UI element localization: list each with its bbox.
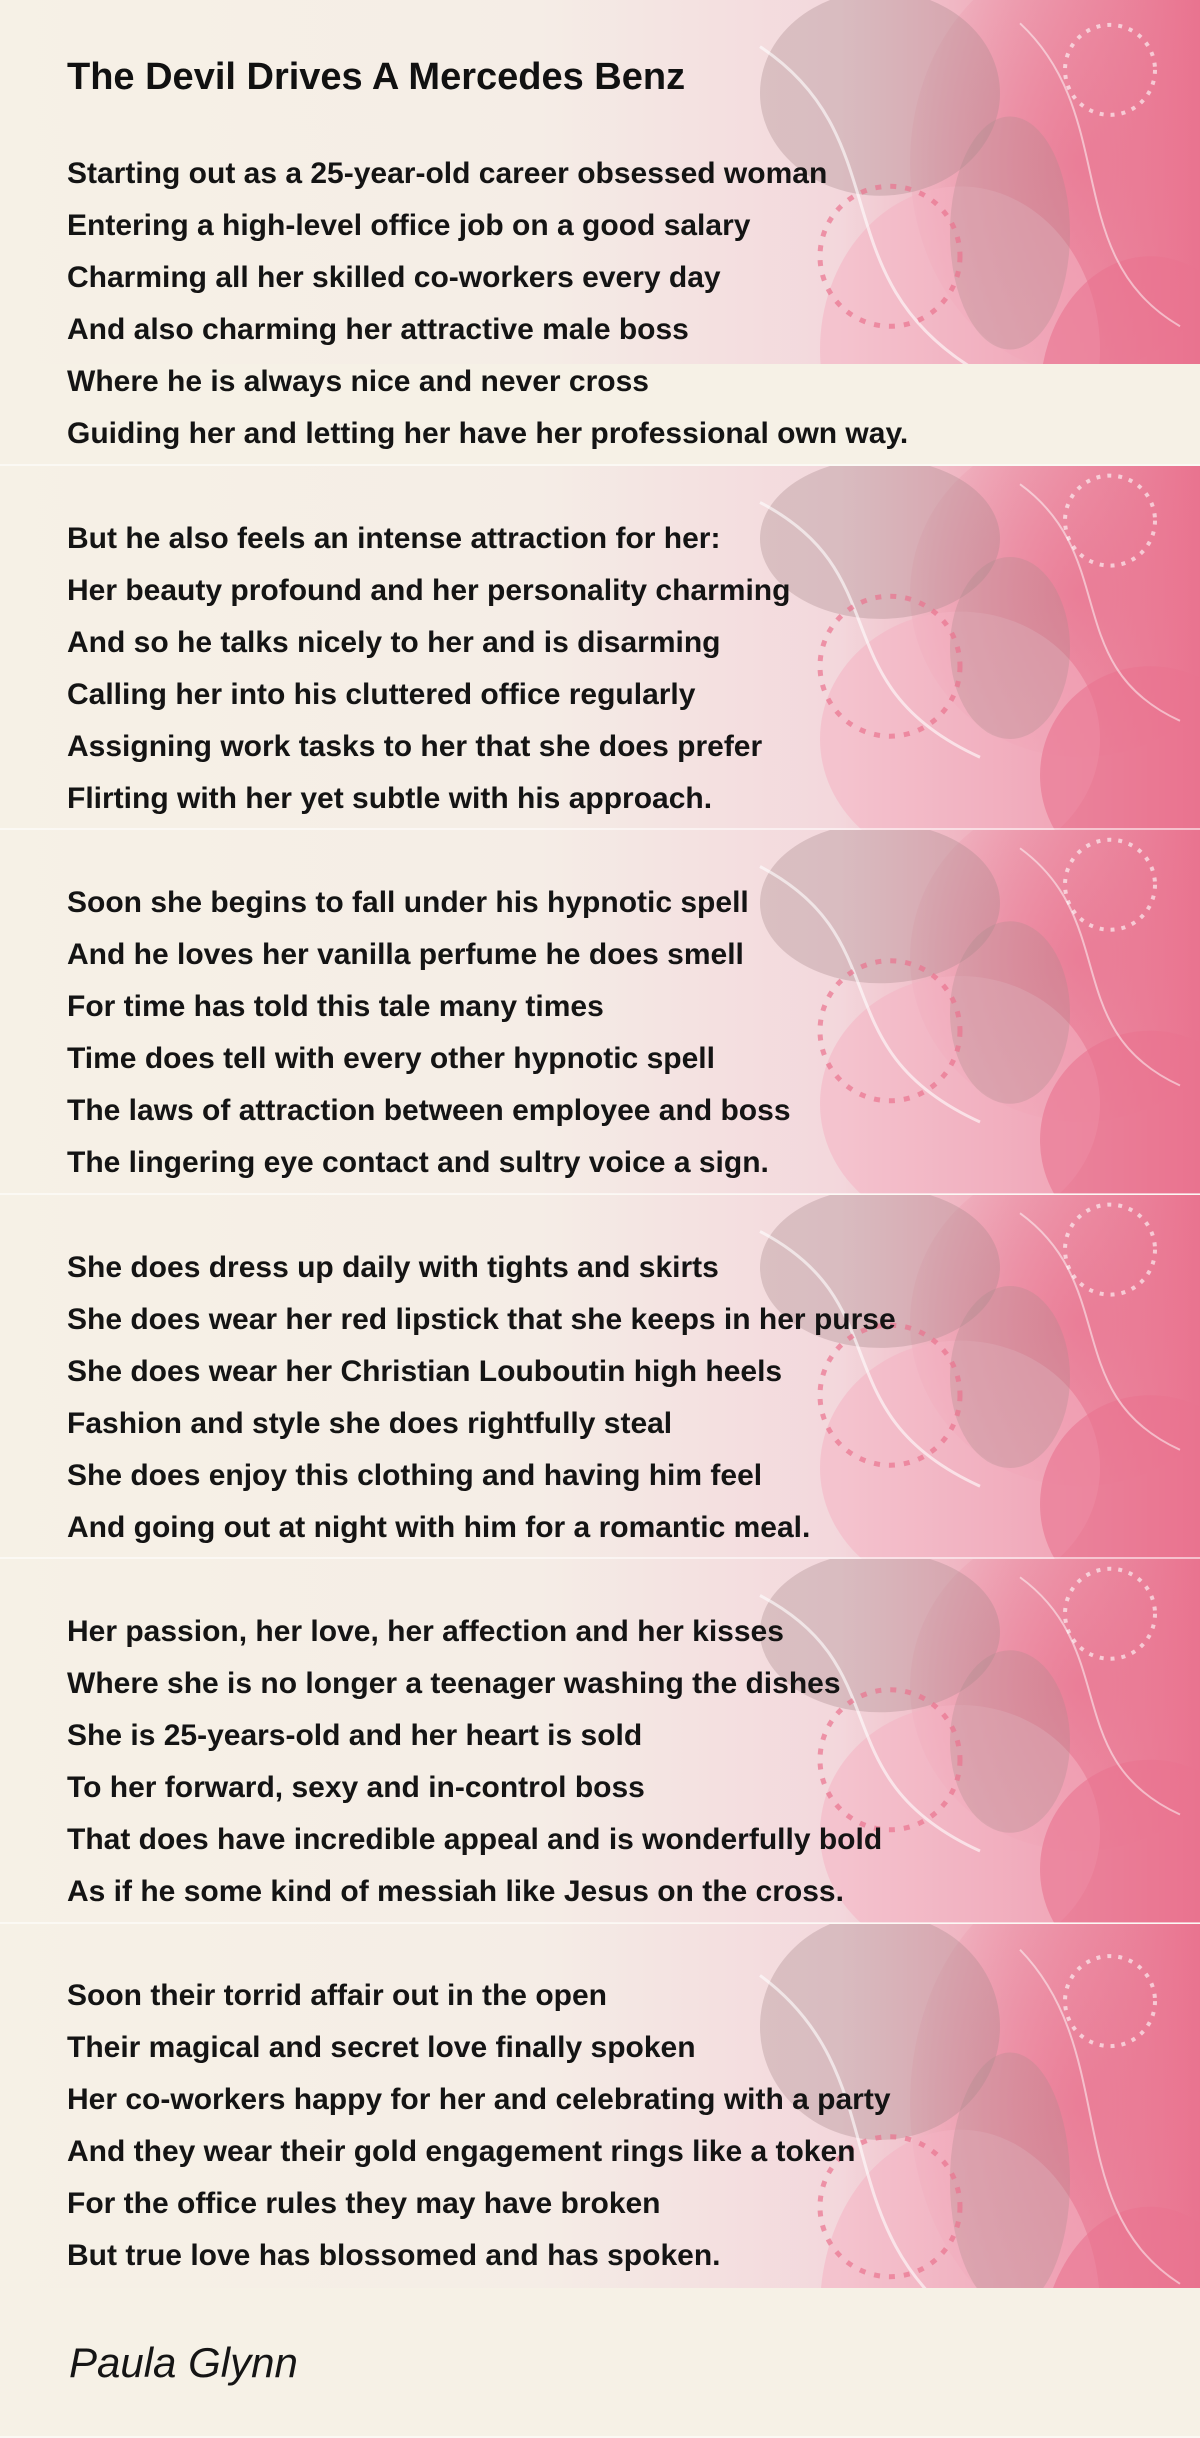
poem-line: Their magical and secret love finally spoken <box>67 2031 696 2064</box>
stanza-5 <box>67 1606 882 1918</box>
poem-line: That does have incredible appeal and is wonderfully bold <box>67 1823 883 1856</box>
poem-line: Entering a high-level office job on a good salary <box>67 209 751 242</box>
poem-line: Fashion and style she does rightfully steal <box>67 1407 673 1440</box>
poem-line: Charming all her skilled co-workers every day <box>67 261 721 294</box>
poem-line: And so he talks nicely to her and is disarming <box>67 626 721 659</box>
poem-line: But true love has blossomed and has spoken. <box>67 2239 721 2272</box>
stanza-3 <box>67 877 791 1189</box>
poem-line: But he also feels an intense attraction for her: <box>67 522 721 555</box>
poem-line: The laws of attraction between employee and boss <box>67 1094 791 1127</box>
poem-line: Calling her into his cluttered office regularly <box>67 678 696 711</box>
poem-line: Starting out as a 25-year-old career obsessed woman <box>67 157 828 190</box>
poem-line: And they wear their gold engagement rings like a token <box>67 2135 856 2168</box>
poem-line: To her forward, sexy and in-control boss <box>67 1771 645 1804</box>
poem-line: For time has told this tale many times <box>67 990 604 1023</box>
poem-line: And he loves her vanilla perfume he does smell <box>67 938 744 971</box>
poem-line: Flirting with her yet subtle with his approach. <box>67 782 713 815</box>
poem-title: The Devil Drives A Mercedes Benz <box>67 56 686 98</box>
poem-line: The lingering eye contact and sultry voice a sign. <box>67 1146 769 1179</box>
poem-author: Paula Glynn <box>69 2339 298 2386</box>
poem-line: As if he some kind of messiah like Jesus on the cross. <box>67 1875 844 1908</box>
poem-line: Where she is no longer a teenager washing the dishes <box>67 1667 841 1700</box>
poem-line: And going out at night with him for a romantic meal. <box>67 1511 811 1544</box>
poem-line: Her passion, her love, her affection and her kisses <box>67 1615 784 1648</box>
poem-line: Where he is always nice and never cross <box>67 365 649 398</box>
poem-line: She does wear her Christian Louboutin high heels <box>67 1355 783 1388</box>
stanza-2 <box>67 513 790 825</box>
stanza-6 <box>67 1970 891 2282</box>
poem-line: Soon their torrid affair out in the open <box>67 1979 607 2012</box>
stanza-4 <box>67 1242 896 1554</box>
poem-line: Time does tell with every other hypnotic spell <box>67 1042 715 1075</box>
poem-line: She does enjoy this clothing and having him feel <box>67 1459 763 1492</box>
poem-line: She does wear her red lipstick that she keeps in her purse <box>67 1303 896 1336</box>
poem-line: Her beauty profound and her personality charming <box>67 574 791 607</box>
poem-line: Guiding her and letting her have her professional own way. <box>67 417 909 450</box>
poem-line: Her co-workers happy for her and celebrating with a party <box>67 2083 891 2116</box>
poem-line: She is 25-years-old and her heart is sold <box>67 1719 643 1752</box>
poem-line: And also charming her attractive male boss <box>67 313 689 346</box>
poem-line: Assigning work tasks to her that she does prefer <box>67 730 763 763</box>
stanza-1 <box>67 148 908 460</box>
poem-line: For the office rules they may have broken <box>67 2187 661 2220</box>
poem-line: She does dress up daily with tights and skirts <box>67 1251 719 1284</box>
poem-line: Soon she begins to fall under his hypnotic spell <box>67 886 749 919</box>
